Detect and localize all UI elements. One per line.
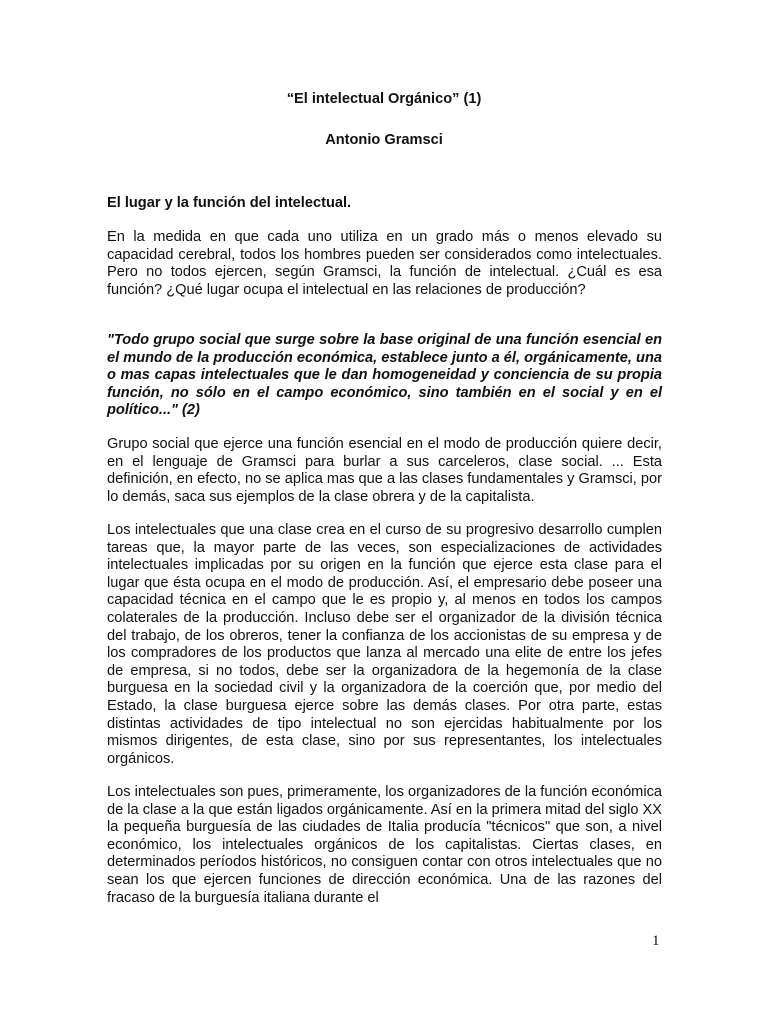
paragraph-class-intellectuals: Los intelectuales que una clase crea en el curso de su progresivo desarrollo cumplen tareas que, la mayor parte de las veces, son especializaciones de actividades intelectuales implicadas por su origen en la función que ejerce esta clase para el lugar que ésta ocupa en el modo de producción. Así, el empresario debe poseer una capacidad técnica en el campo que le es propio y, al menos en todos los campos colaterales de la producción. Incluso debe ser el organizador de la división técnica del trabajo, de los obreros, tener la confianza de los accionistas de su empresa y de los compradores de los productos que lanza al mercado una elite de entre los jefes de empresa, si no todos, debe ser la organizadora de la hegemonía de la clase burguesa en la sociedad civil y la organizadora de la coerción que, por medio del Estado, la clase burguesa ejerce sobre las demás clases. Por otra parte, estas distintas actividades de tipo intelectual no son ejercidas habitualmente por los mismos dirigentes, de esta clase, sino por sus representantes, los intelectuales orgánicos.	[107, 522, 662, 767]
document-title: “El intelectual Orgánico” (1)	[286, 91, 482, 107]
page-number: 1	[652, 933, 660, 949]
paragraph-social-group: Grupo social que ejerce una función esencial en el modo de producción quiere decir, en el lenguaje de Gramsci para burlar a sus carceleros, clase social. ... Esta definición, en efecto, no se aplica mas que a las clases fundamentales y Gramsci, por lo demás, saca sus ejemplos de la clase obrera y de la capitalista.	[107, 436, 662, 505]
paragraph-intro: En la medida en que cada uno utiliza en un grado más o menos elevado su capacidad cerebral, todos los hombres pueden ser considerados como intelectuales. Pero no todos ejercen, según Gramsci, la función de intelectual. ¿Cuál es esa función? ¿Qué lugar ocupa el intelectual en las relaciones de producción?	[107, 229, 662, 298]
document-author: Antonio Gramsci	[325, 132, 443, 148]
section-heading: El lugar y la función del intelectual.	[107, 195, 352, 211]
paragraph-quote: "Todo grupo social que surge sobre la base original de una función esencial en el mundo de la producción económica, establece junto a él, orgánicamente, una o mas capas intelectuales que le dan homogeneidad y conciencia de su propia función, no sólo en el campo económico, sino también en el social y en el político..." (2)	[107, 332, 662, 419]
paragraph-organizers: Los intelectuales son pues, primeramente, los organizadores de la función económica de la clase a la que están ligados orgánicamente. Así en la primera mitad del siglo XX la pequeña burguesía de las ciudades de Italia producía "técnicos" que son, a nivel económico, los intelectuales orgánicos de los capitalistas. Ciertas clases, en determinados períodos históricos, no consiguen contar con otros intelectuales que no sean los que ejercen funciones de dirección económica. Una de las razones del fracaso de la burguesía italiana durante el	[107, 784, 662, 906]
